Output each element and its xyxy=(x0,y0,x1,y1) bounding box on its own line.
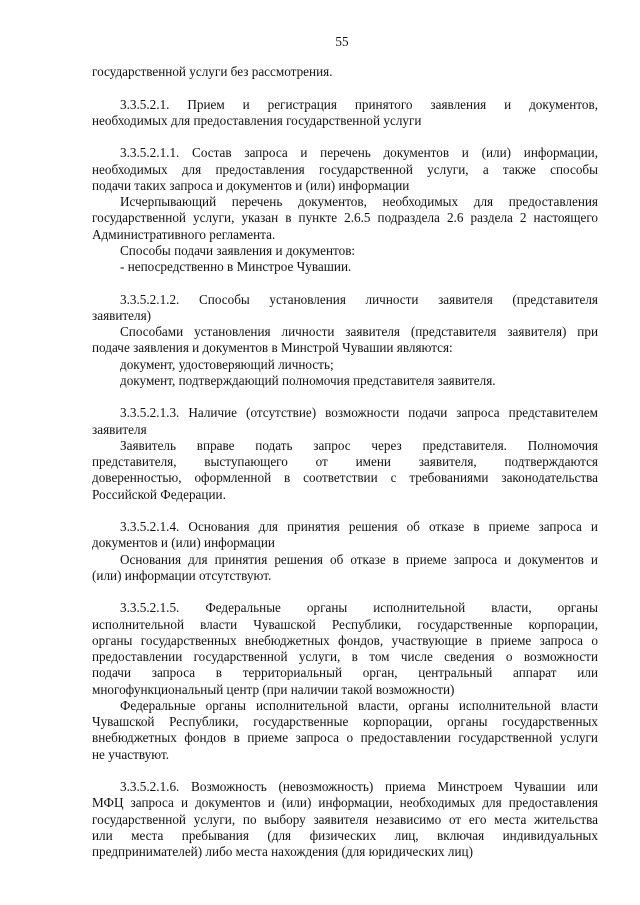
text-line: внебюджетных фондов в приеме запроса о предоставлении государственной услуги xyxy=(92,730,598,746)
section-3-3-5-2-1-4 xyxy=(92,519,598,584)
text-line: Федеральные органы исполнительной власти, органы исполнительной власти xyxy=(120,697,598,713)
text-line: 3.3.5.2.1.1. Состав запроса и перечень документов и (или) информации, xyxy=(120,145,598,161)
section-heading xyxy=(92,97,598,130)
paragraph xyxy=(92,552,598,585)
text-line: Способами установления личности заявителя (представителя заявителя) при xyxy=(120,324,598,339)
section-3-3-5-2-1 xyxy=(92,97,598,130)
page-number: 55 xyxy=(335,34,349,49)
text-line: Чувашской Республики, государственные корпорации, органы государственных xyxy=(92,714,598,729)
text-line: подачи запроса в территориальный орган, центральный аппарат или xyxy=(92,665,598,681)
text-line: 3.3.5.2.1.4. Основания для принятия решения об отказе в приеме запроса и xyxy=(120,519,598,534)
section-3-3-5-2-1-3 xyxy=(92,405,598,503)
section-3-3-5-2-1-1 xyxy=(92,145,598,275)
text-line: 3.3.5.2.1.6. Возможность (невозможность) приема Минстроем Чувашии или xyxy=(120,779,598,794)
text-line: 3.3.5.2.1.5. Федеральные органы исполнительной власти, органы xyxy=(120,600,598,616)
section-heading xyxy=(92,145,598,194)
text-line: Российской Федерации. xyxy=(92,486,226,502)
text-line: заявителя) xyxy=(92,307,152,323)
text-line: Заявитель вправе подать запрос через представителя. Полномочия xyxy=(120,437,598,453)
paragraph xyxy=(92,64,598,80)
text-line: необходимых для предоставления государственной услуги xyxy=(92,112,422,128)
section-3-3-5-2-1-2 xyxy=(92,292,598,390)
text-line: многофункциональный центр (при наличии такой возможности) xyxy=(92,681,455,697)
text-line: Способы подачи заявления и документов: xyxy=(120,242,356,258)
paragraph xyxy=(92,373,598,389)
text-line: предоставлении государственной услуги, в том числе сведения о возможности xyxy=(92,649,598,664)
section-heading xyxy=(92,519,598,552)
paragraph xyxy=(92,243,598,259)
section-3-3-5-2-1-5 xyxy=(92,600,598,763)
text-line: или места пребывания (для физических лиц, включая индивидуальных xyxy=(92,827,598,843)
text-line: исполнительной власти Чувашской Республики, государственные корпорации, xyxy=(92,616,598,632)
paragraph xyxy=(92,698,598,763)
text-line: документ, подтверждающий полномочия представителя заявителя. xyxy=(120,372,496,388)
text-line: Основания для принятия решения об отказе в приеме запроса и документов и xyxy=(120,551,598,567)
text-line: не участвуют. xyxy=(92,746,170,762)
text-line: подачи таких запроса и документов и (или) информации xyxy=(92,177,410,193)
paragraph xyxy=(92,438,598,503)
paragraph xyxy=(92,324,598,357)
text-line: представителя, выступающего от имени заявителя, подтверждаются xyxy=(92,454,598,469)
text-line: МФЦ запроса и документов и (или) информации, необходимых для предоставления xyxy=(92,795,598,811)
text-line: государственной услуги без рассмотрения. xyxy=(92,64,333,79)
text-line: Административного регламента. xyxy=(92,226,276,242)
text-line: Исчерпывающий перечень документов, необходимых для предоставления xyxy=(120,194,598,209)
section-continuation xyxy=(92,64,598,80)
text-line: необходимых для предоставления государственной услуги, а также способы xyxy=(92,161,598,177)
text-line: 3.3.5.2.1.2. Способы установления личности заявителя (представителя xyxy=(120,291,598,307)
section-heading xyxy=(92,600,598,698)
text-line: - непосредственно в Минстрое Чувашии. xyxy=(120,259,352,274)
text-line: государственной услуги, по выбору заявителя независимо от его места жительства xyxy=(92,811,598,827)
text-line: документ, удостоверяющий личность; xyxy=(120,356,334,372)
paragraph xyxy=(92,194,598,243)
text-line: доверенностью, оформленной в соответствии с требованиями законодательства xyxy=(92,470,598,486)
text-line: предпринимателей) либо места нахождения (для юридических лиц) xyxy=(92,844,473,859)
paragraph xyxy=(92,357,598,373)
text-line: документов и (или) информации xyxy=(92,535,275,551)
text-line: заявителя xyxy=(92,421,147,437)
section-3-3-5-2-1-6 xyxy=(92,779,598,860)
text-line: подаче заявления и документов в Минстрой Чувашии являются: xyxy=(92,340,453,356)
section-heading xyxy=(92,405,598,438)
text-line: (или) информации отсутствуют. xyxy=(92,567,272,583)
text-line: 3.3.5.2.1.3. Наличие (отсутствие) возможности подачи запроса представителем xyxy=(120,405,598,421)
text-line: 3.3.5.2.1. Прием и регистрация принятого заявления и документов, xyxy=(120,96,598,112)
section-heading xyxy=(92,292,598,325)
text-line: органы государственных внебюджетных фондов, участвующие в приеме запроса о xyxy=(92,632,598,648)
list-item xyxy=(92,259,598,275)
text-line: государственной услуги, указан в пункте 2.6.5 подраздела 2.6 раздела 2 настоящего xyxy=(92,210,598,226)
section-heading xyxy=(92,779,598,860)
document-body xyxy=(92,64,598,860)
